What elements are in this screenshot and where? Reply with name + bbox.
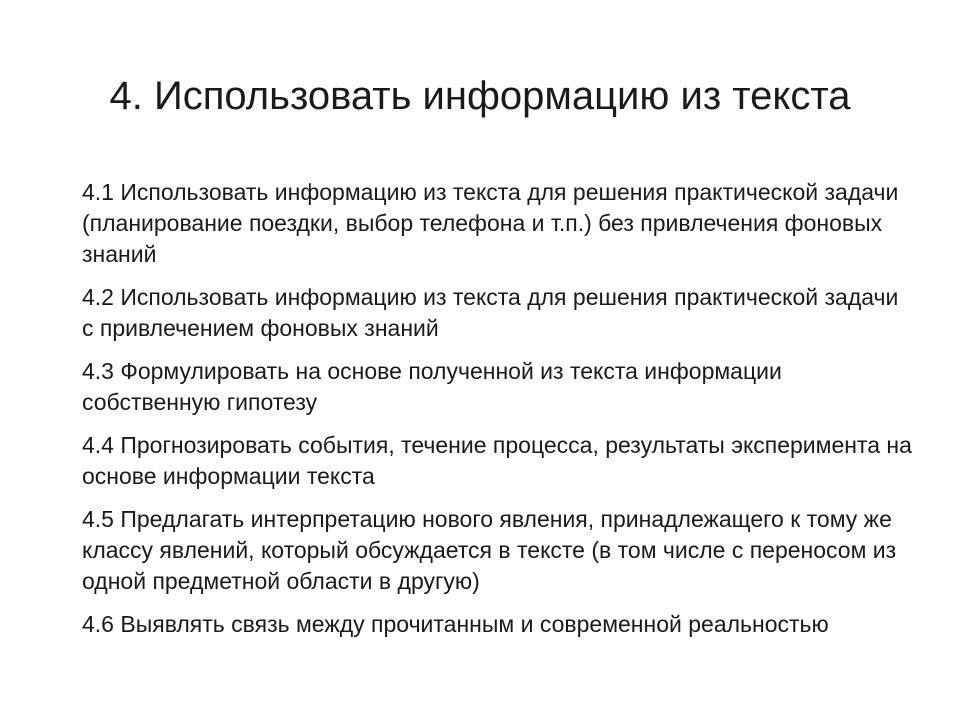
slide-title: 4. Использовать информацию из текста [109,74,851,118]
list-item-4-3: 4.3 Формулировать на основе полученной из текста информации собственную гипотезу [82,358,782,415]
list-item-4-6: 4.6 Выявлять связь между прочитанным и современной реальностью [82,611,829,637]
list-item-4-1: 4.1 Использовать информацию из текста для решения практической задачи (планирование поездки, выбор телефона и т.п.) без привлечения фоновых знаний [82,179,899,267]
list-item-4-2: 4.2 Использовать информацию из текста для решения практической задачи с привлечением фоновых знаний [82,284,899,341]
list-item-4-5: 4.5 Предлагать интерпретацию нового явления, принадлежащего к тому же классу явлений, который обсуждается в тексте (в том числе с переносом из одной предметной области в другую) [82,506,897,594]
list-item-4-4: 4.4 Прогнозировать события, течение процесса, результаты эксперимента на основе информации текста [82,432,912,489]
item-list [82,177,912,652]
